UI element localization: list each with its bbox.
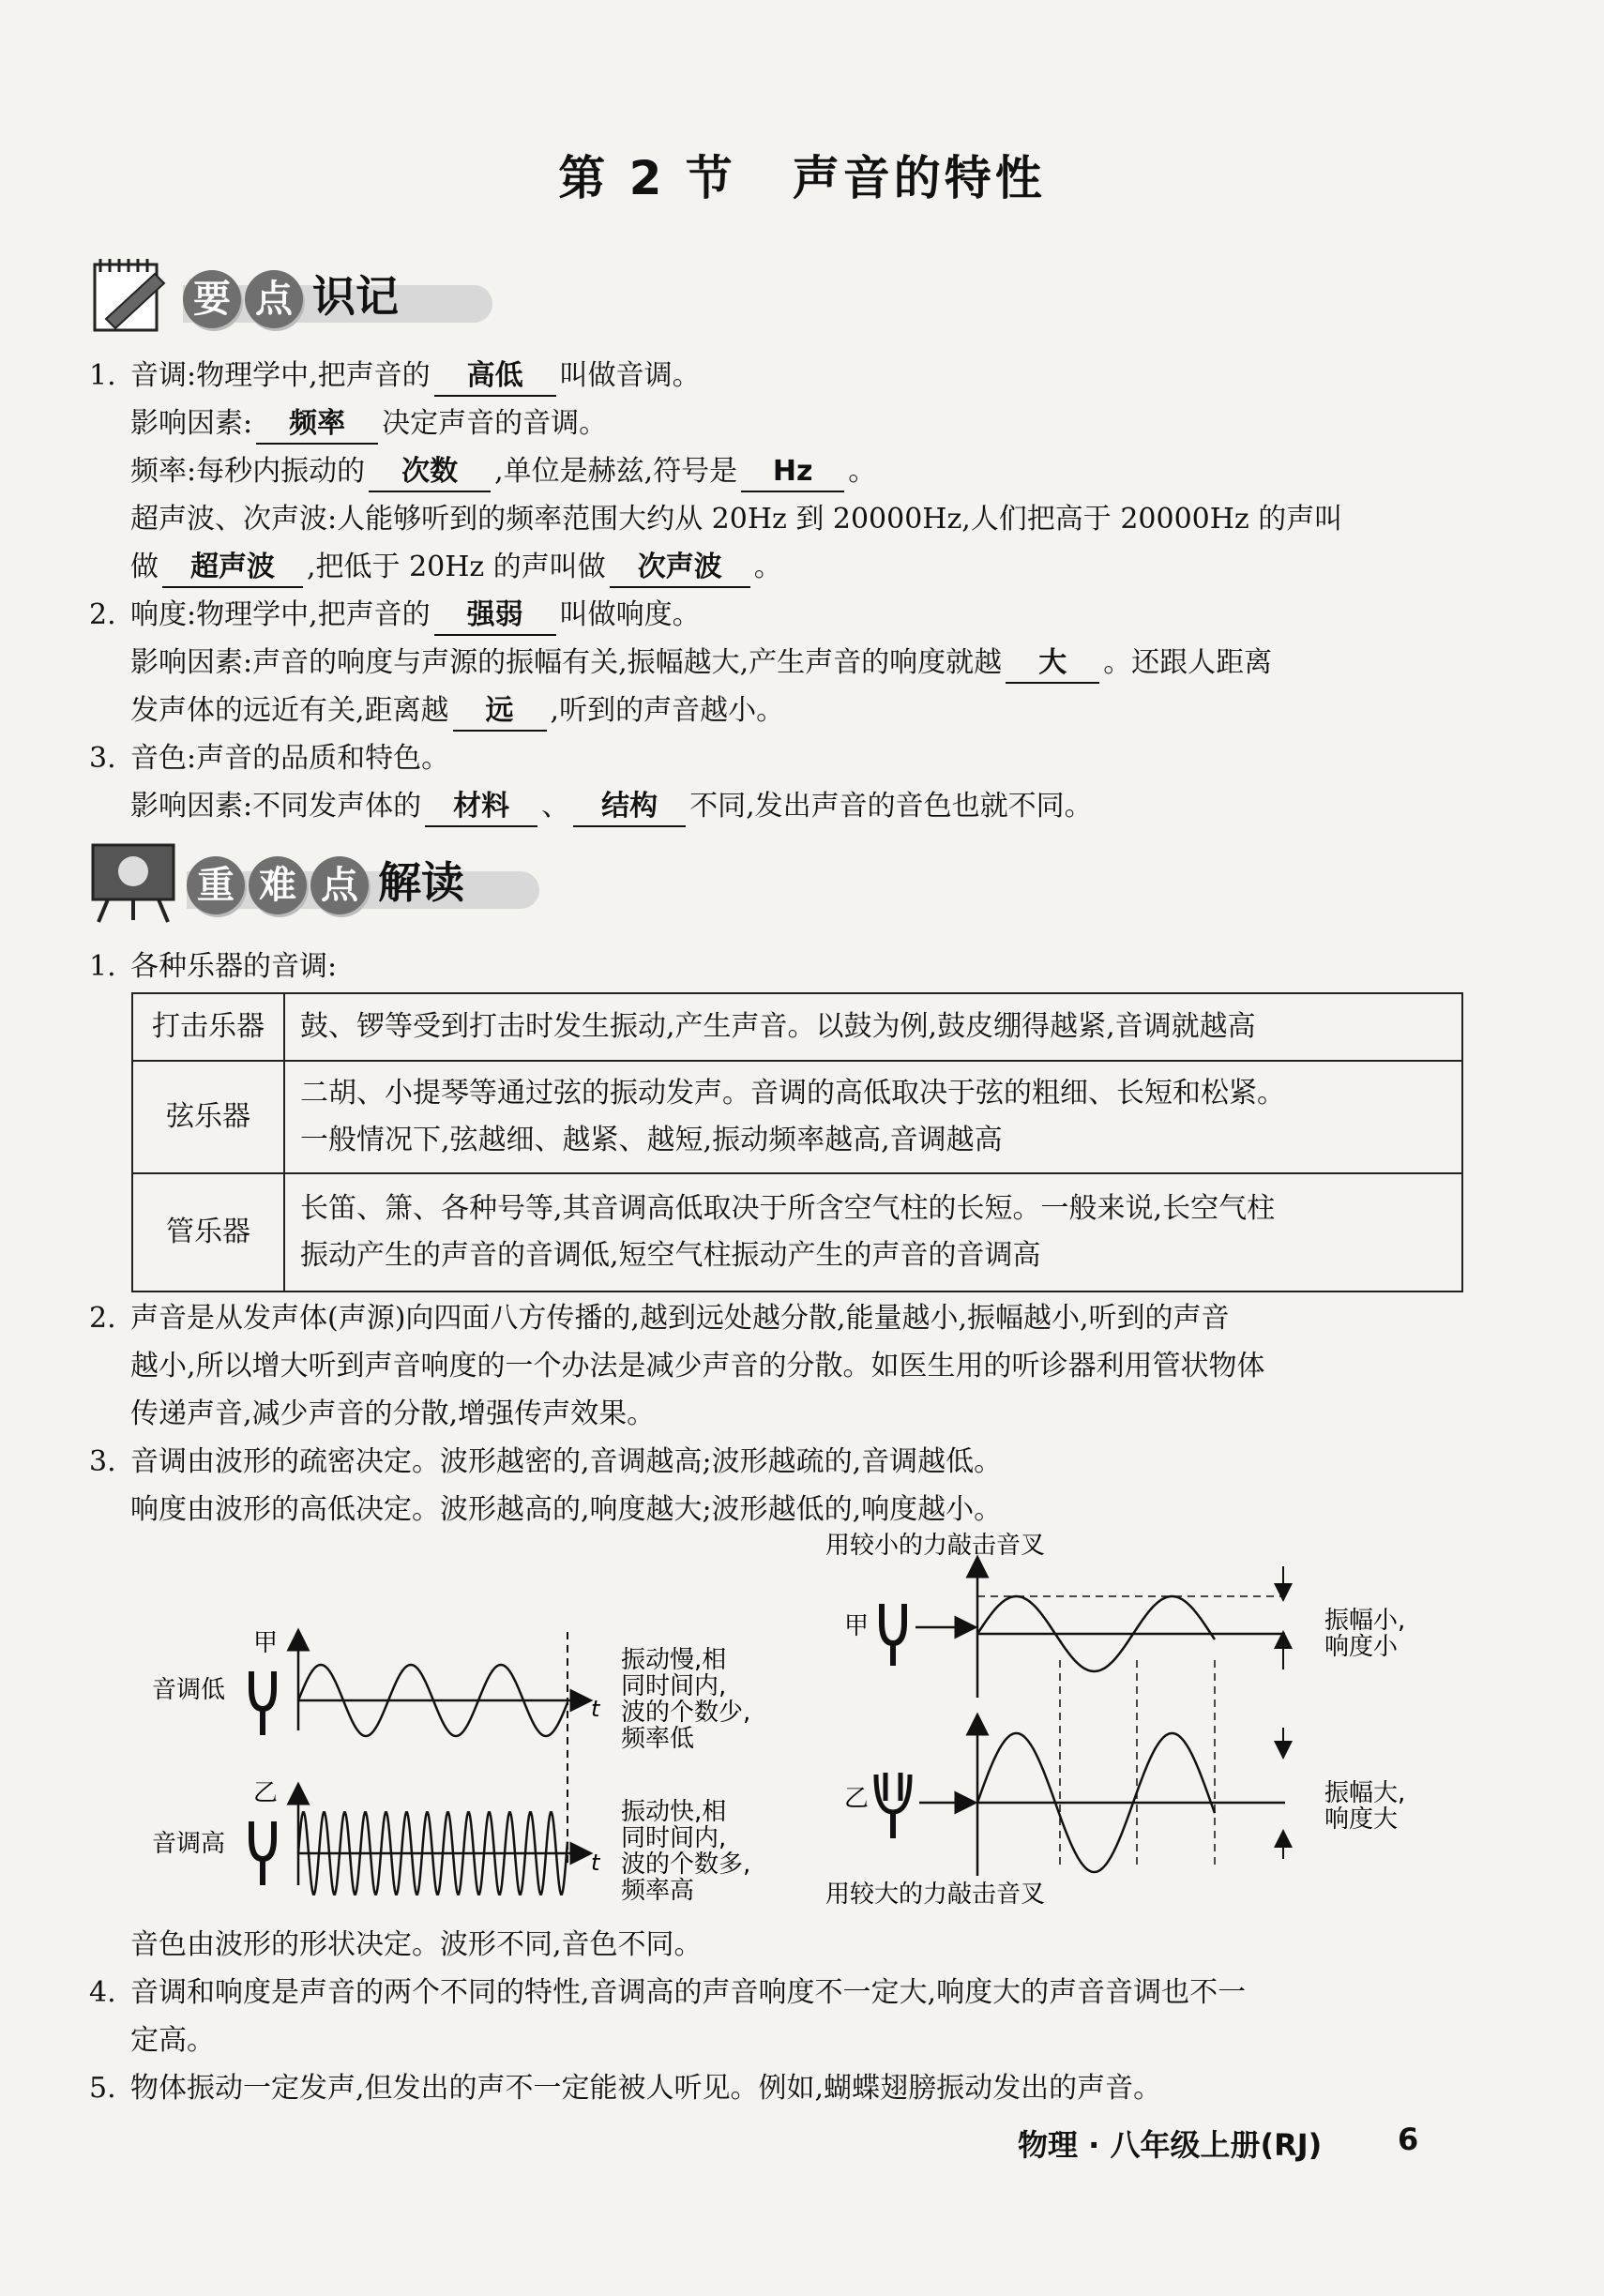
label-yi: 乙 xyxy=(844,1785,870,1813)
heading-analysis xyxy=(89,839,539,924)
analysis-items-4-5: 音色由波形的形状决定。波形不同,音色不同。 4. 音调和响度是声音的两个不同的特性,音调高的声音响度不一定大,响度大的声音音调也不一 定高。 5. 物体振动一定发声,但发出的声不一定能被人听见。例如,蝴蝶翅膀振动发出的声音。 xyxy=(89,1928,1247,2105)
answer-blank: 强弱 xyxy=(434,597,556,636)
label-low-pitch: 音调低 xyxy=(152,1676,226,1704)
label-jia: 甲 xyxy=(253,1629,279,1657)
desc-low: 振动慢,相 同时间内, 波的个数少, 频率低 xyxy=(621,1646,751,1753)
heading-key-points xyxy=(89,253,492,338)
desc-large-amplitude: 振幅大, 响度大 xyxy=(1324,1779,1406,1834)
answer-blank: 超声波 xyxy=(162,549,303,588)
heading-tail: 解读 xyxy=(378,857,464,908)
answer-blank: 次声波 xyxy=(610,549,750,588)
heading-tail: 识记 xyxy=(312,271,399,322)
answer-blank: 远 xyxy=(453,692,547,732)
label-high-pitch: 音调高 xyxy=(152,1830,226,1858)
analysis-item-1: 1. 各种乐器的音调: xyxy=(89,950,338,983)
answer-blank: Hz xyxy=(741,453,844,492)
tuning-fork-icon xyxy=(251,1671,274,1709)
answer-blank: 材料 xyxy=(425,788,537,827)
heading-char: 要 xyxy=(183,270,241,328)
answer-blank: 高低 xyxy=(434,357,556,397)
page-title xyxy=(0,141,1604,208)
key-points: 1. 音调:物理学中,把声音的 高低 叫做音调。 影响因素: 频率 决定声音的音调。 频率:每秒内振动的 次数 ,单位是赫兹,符号是 Hz 。 超声波、次声波:人能够听到的频率范围大约从 20Hz 到 20000Hz,人们把高于 20000Hz 的声叫 做 超声波 ,把低于 20Hz 的声叫做 次声波 。 2. 响度:物理学中,把声音的 强弱 叫做响度。 影响因素:声音的响度与声源的振幅有关,振幅越大,产生声音的响度就越 大 。还跟人距离 发声体的远近有关,距离越 远 ,听到的声音越小。 3. 音色:声音的品质和特色。 影响因素:不同发声体的 材料 、 结构 不同,发出声音的音色也就不同。 xyxy=(89,352,1477,830)
desc-high: 振动快,相 同时间内, 波的个数多, 频率高 xyxy=(621,1798,751,1905)
desc-small-amplitude: 振幅小, 响度小 xyxy=(1324,1607,1406,1661)
blackboard-icon xyxy=(89,839,179,924)
label-jia: 甲 xyxy=(844,1612,870,1640)
answer-blank: 频率 xyxy=(256,405,378,445)
answer-blank: 大 xyxy=(1006,644,1099,684)
answer-blank: 次数 xyxy=(369,453,491,492)
notebook-pen-icon xyxy=(89,253,174,338)
section-number: 第 2 节 xyxy=(558,151,736,205)
caption-large-force: 用较大的力敲击音叉 xyxy=(825,1881,1046,1909)
heading-char: 点 xyxy=(245,270,303,328)
pitch-comparison xyxy=(152,1629,759,1905)
answer-blank: 结构 xyxy=(573,788,686,827)
svg-text:t: t xyxy=(591,1696,600,1722)
heading-char: 重 xyxy=(187,856,245,914)
section-name: 声音的特性 xyxy=(792,151,1046,205)
caption-small-force: 用较小的力敲击音叉 xyxy=(825,1532,1046,1560)
page-number: 6 xyxy=(1398,2122,1419,2157)
table-row: 管乐器 长笛、箫、各种号等,其音调高低取决于所含空气柱的长短。一般来说,长空气柱 振动产生的声音的音调低,短空气柱振动产生的声音的音调高 xyxy=(132,1173,1462,1292)
tuning-fork-icon xyxy=(251,1821,274,1859)
tuning-fork-icon xyxy=(882,1604,904,1643)
heading-char: 点 xyxy=(310,856,369,914)
table-row: 打击乐器 鼓、锣等受到打击时发生振动,产生声音。以鼓为例,鼓皮绷得越紧,音调就越高 xyxy=(132,993,1462,1061)
analysis-items-2-3: 2. 声音是从发声体(声源)向四面八方传播的,越到远处越分散,能量越小,振幅越小,听到的声音 越小,所以增大听到声音响度的一个办法是减少声音的分散。如医生用的听诊器利用管状物体 传递声音,减少声音的分散,增强传声效果。 3. 音调由波形的疏密决定。波形越密的,音调越高;波形越疏的,音调越低。 响度由波形的高低决定。波形越高的,响度越大;波形越低的,响度越小。 xyxy=(89,1302,1265,1526)
label-yi: 乙 xyxy=(253,1779,279,1807)
waveform-figure xyxy=(141,1529,1454,1932)
instrument-pitch-table xyxy=(131,992,1463,1292)
svg-text:t: t xyxy=(591,1850,600,1876)
heading-char: 难 xyxy=(249,856,307,914)
table-row: 弦乐器 二胡、小提琴等通过弦的振动发声。音调的高低取决于弦的粗细、长短和松紧。 一般情况下,弦越细、越紧、越短,振动频率越高,音调越高 xyxy=(132,1061,1462,1173)
tuning-fork-vibrating-icon xyxy=(876,1773,910,1812)
book-title: 物理 · 八年级上册(RJ) xyxy=(1018,2127,1323,2163)
loudness-comparison xyxy=(825,1532,1414,1909)
